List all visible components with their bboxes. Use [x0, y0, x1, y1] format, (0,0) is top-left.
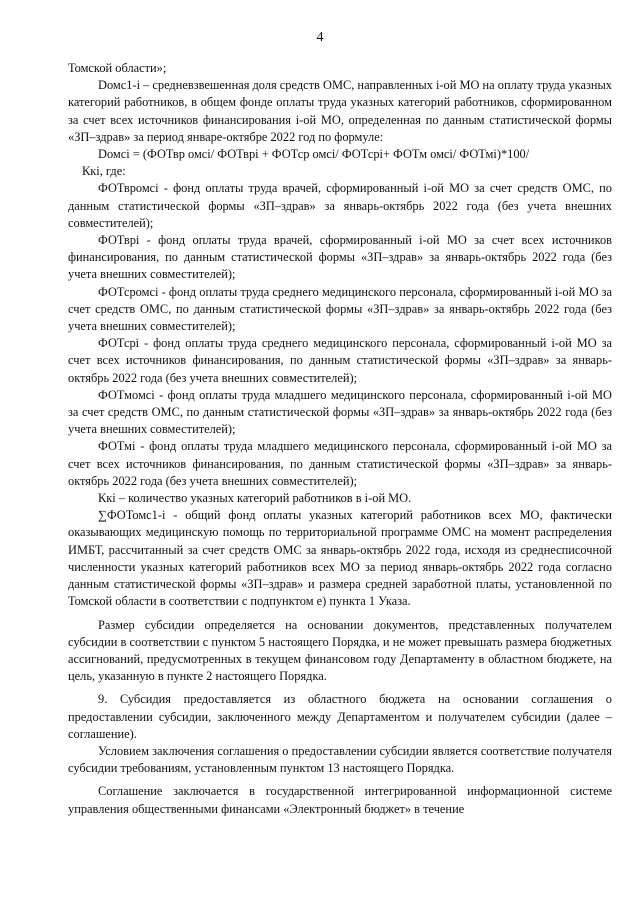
paragraph-fot-sr: ФОТсрi - фонд оплаты труда среднего медицинского персонала, сформированный i-ой МО за счет всех источников финансирования, по данным статистической формы «ЗП–здрав» за январь-октябрь 2022 года (без учета внешних совместителей); — [68, 336, 612, 385]
paragraph-fot-m: ФОТмi - фонд оплаты труда младшего медицинского персонала, сформированный i-ой МО за счет всех источников финансирования, по данным статистической формы «ЗП–здрав» за январь-октябрь 2022 года (без учета внешних совместителей); — [68, 439, 612, 488]
paragraph-point-9: 9. Субсидия предоставляется из областного бюджета на основании соглашения о предоставлении субсидии, заключенного между Департаментом и получателем субсидии (далее – соглашение). — [68, 692, 612, 741]
paragraph-fot-vr-oms: ФОТвромсi - фонд оплаты труда врачей, сформированный i-ой МО за счет средств ОМС, по данным статистической формы «ЗП–здрав» за январь-октябрь 2022 года (без учета внешних совместителей); — [68, 181, 612, 230]
paragraph-kk: Ккi – количество указных категорий работников в i-ой МО. — [98, 491, 412, 506]
paragraph-sum-fot: ∑ФОТомс1-i - общий фонд оплаты указных категорий работников всех МО, фактически оказывающих медицинскую помощь по территориальной программе ОМС на момент распределения ИМБТ, рассчитанный за счет средств ОМС за январь-октябрь 2022 года, исходя из среднесписочной численности указных категорий работников всех МО за период январь-октябрь 2022 года согласно данным статистической формы «ЗП–здрав» и размера средней заработной платы, установленной по Томской области в соответствии с подпунктом е) пункта 1 Указа. — [68, 508, 612, 609]
paragraph-subsidy-size: Размер субсидии определяется на основании документов, представленных получателем субсидии в соответствии с пунктом 5 настоящего Порядка, и не может превышать размера бюджетных ассигнований, предусмотренных в текущем финансовом году Департаменту в областном бюджете, на цель, указанную в пункте 2 настоящего Порядка. — [68, 617, 612, 684]
page-number: 4 — [316, 30, 324, 45]
paragraph-agreement-system: Соглашение заключается в государственной интегрированной информационной системе управления общественными финансами «Электронный бюджет» в течение — [68, 784, 612, 816]
paragraph-fot-sr-oms: ФОТсромсi - фонд оплаты труда среднего медицинского персонала, сформированный i-ой МО за счет средств ОМС, по данным статистической формы «ЗП–здрав» за январь-октябрь 2022 года (без учета внешних совместителей); — [68, 284, 612, 334]
paragraph-agreement-condition: Условием заключения соглашения о предоставлении субсидии является соответствие получателя субсидии требованиям, установленным пунктом 13 настоящего Порядка. — [68, 743, 612, 776]
document-body — [68, 60, 612, 818]
paragraph-tomsk: Томской области»; — [68, 61, 167, 75]
paragraph-doms-definition: Dомс1-i – средневзвешенная доля средств ОМС, направленных i-ой МО на оплату труда указных категорий работников, в общем фонде оплаты труда указных категорий работников, сформированном за счет всех источников финансирования i-ой МО, определенная по данным статистической формы «ЗП–здрав» за период январе-октябре 2022 год по формуле: — [68, 78, 612, 144]
paragraph-fot-vr: ФОТврi - фонд оплаты труда врачей, сформированный i-ой МО за счет всех источников финансирования, по данным статистической формы «ЗП–здрав» за январь-октябрь 2022 года (без учета внешних совместителей); — [68, 233, 612, 282]
formula-kki: Ккi, где: — [82, 164, 126, 179]
formula-doms: Dомсi = (ФОТвр омсi/ ФОТврi + ФОТср омсi/ ФОТсрi+ ФОТм омсi/ ФОТмi)*100/ — [98, 147, 530, 162]
paragraph-fot-m-oms: ФОТмомсi - фонд оплаты труда младшего медицинского персонала, сформированный i-ой МО за счет средств ОМС, по данным статистической формы «ЗП–здрав» за январь-октябрь 2022 года (без учета внешних совместителей); — [68, 387, 612, 437]
